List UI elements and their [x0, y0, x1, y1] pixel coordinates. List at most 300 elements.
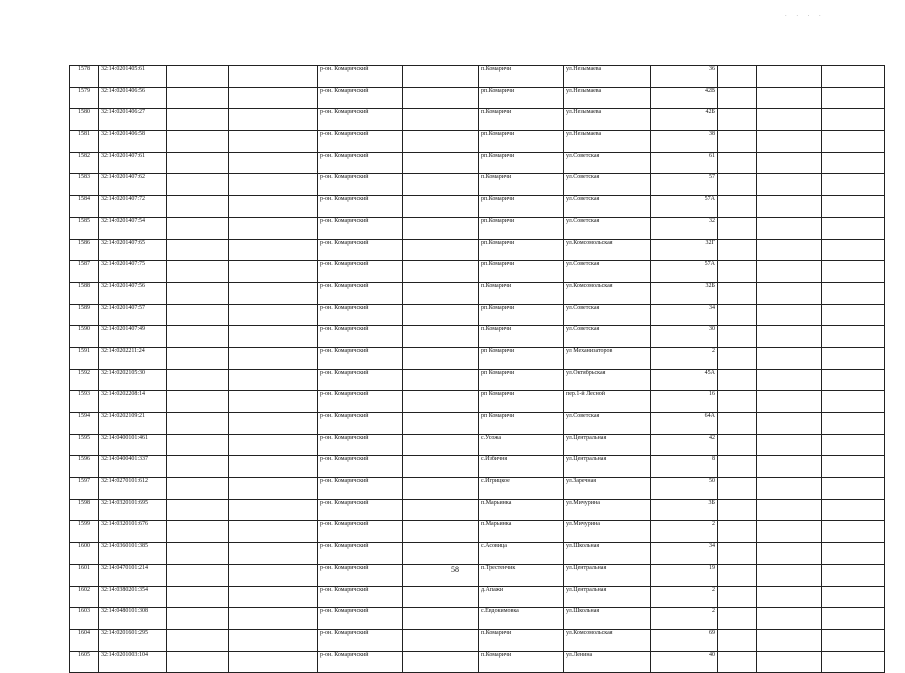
empty-cell	[822, 608, 885, 630]
empty-cell	[403, 282, 479, 304]
empty-cell	[718, 261, 757, 283]
empty-cell	[229, 109, 318, 131]
street-cell: ул.Комсомольская	[564, 282, 651, 304]
district-cell: р-он. Комаричский	[318, 391, 403, 413]
row-number-cell: 1581	[70, 131, 99, 153]
table-row	[70, 196, 885, 218]
empty-cell	[403, 413, 479, 435]
empty-cell	[229, 261, 318, 283]
empty-cell	[167, 608, 229, 630]
row-number-cell: 1589	[70, 304, 99, 326]
cadastral-number-cell: 32:14:0202109:21	[99, 413, 167, 435]
locality-cell: п.Комаричи	[479, 629, 564, 651]
empty-cell	[757, 347, 822, 369]
row-number-cell: 1585	[70, 217, 99, 239]
empty-cell	[718, 369, 757, 391]
house-number-cell: 42В	[651, 87, 718, 109]
locality-cell: д.Апажи	[479, 586, 564, 608]
street-cell: ул.Советская	[564, 152, 651, 174]
street-cell: ул.Мичурина	[564, 521, 651, 543]
empty-cell	[167, 304, 229, 326]
street-cell: ул.Советская	[564, 304, 651, 326]
locality-cell: п.Марьинка	[479, 499, 564, 521]
locality-cell: с.Усожа	[479, 434, 564, 456]
house-number-cell: 36	[651, 66, 718, 88]
empty-cell	[822, 87, 885, 109]
empty-cell	[229, 391, 318, 413]
district-cell: р-он. Комаричский	[318, 87, 403, 109]
empty-cell	[718, 304, 757, 326]
empty-cell	[167, 543, 229, 565]
district-cell: р-он. Комаричский	[318, 196, 403, 218]
empty-cell	[229, 651, 318, 673]
empty-cell	[229, 239, 318, 261]
row-number-cell: 1587	[70, 261, 99, 283]
street-cell: ул.Центральная	[564, 564, 651, 586]
house-number-cell: 2	[651, 586, 718, 608]
empty-cell	[822, 413, 885, 435]
house-number-cell: 42	[651, 434, 718, 456]
street-cell: ул.Незымаева	[564, 109, 651, 131]
district-cell: р-он. Комаричский	[318, 217, 403, 239]
locality-cell: с.Игрицкое	[479, 478, 564, 500]
empty-cell	[167, 586, 229, 608]
empty-cell	[757, 326, 822, 348]
table-row	[70, 239, 885, 261]
district-cell: р-он. Комаричский	[318, 347, 403, 369]
cadastral-number-cell: 32:14:0320101:676	[99, 521, 167, 543]
house-number-cell: 32Г	[651, 239, 718, 261]
district-cell: р-он. Комаричский	[318, 586, 403, 608]
row-number-cell: 1604	[70, 629, 99, 651]
house-number-cell: 2	[651, 608, 718, 630]
empty-cell	[167, 434, 229, 456]
street-cell: ул.Комсомольская	[564, 629, 651, 651]
house-number-cell: 32	[651, 217, 718, 239]
house-number-cell: 34	[651, 304, 718, 326]
house-number-cell: 2	[651, 521, 718, 543]
street-cell: ул.Заречная	[564, 478, 651, 500]
district-cell: р-он. Комаричский	[318, 66, 403, 88]
row-number-cell: 1586	[70, 239, 99, 261]
locality-cell: п.Комаричи	[479, 282, 564, 304]
district-cell: р-он. Комаричский	[318, 152, 403, 174]
empty-cell	[403, 174, 479, 196]
cadastral-number-cell: 32:14:0201406:58	[99, 131, 167, 153]
empty-cell	[822, 478, 885, 500]
street-cell: ул Механизаторов	[564, 347, 651, 369]
empty-cell	[718, 586, 757, 608]
empty-cell	[757, 109, 822, 131]
row-number-cell: 1595	[70, 434, 99, 456]
empty-cell	[403, 131, 479, 153]
table-row	[70, 629, 885, 651]
table-row	[70, 651, 885, 673]
empty-cell	[403, 478, 479, 500]
cadastral-number-cell: 32:14:0480101:308	[99, 608, 167, 630]
empty-cell	[167, 413, 229, 435]
cadastral-number-cell: 32:14:0201406:27	[99, 109, 167, 131]
cadastral-number-cell: 32:14:0380201:354	[99, 586, 167, 608]
locality-cell: рп.Комаричи	[479, 239, 564, 261]
empty-cell	[167, 152, 229, 174]
empty-cell	[757, 196, 822, 218]
street-cell: ул.Незымаева	[564, 131, 651, 153]
empty-cell	[757, 629, 822, 651]
empty-cell	[229, 608, 318, 630]
empty-cell	[757, 456, 822, 478]
cadastral-number-cell: 32:14:0201405:61	[99, 66, 167, 88]
street-cell: ул.Ленина	[564, 651, 651, 673]
locality-cell: рп.Комаричи	[479, 152, 564, 174]
cadastral-number-cell: 32:14:0201407:49	[99, 326, 167, 348]
cadastral-number-cell: 32:14:0470101:214	[99, 564, 167, 586]
table-row	[70, 131, 885, 153]
cadastral-number-cell: 32:14:0201407:65	[99, 239, 167, 261]
district-cell: р-он. Комаричский	[318, 543, 403, 565]
district-cell: р-он. Комаричский	[318, 651, 403, 673]
empty-cell	[403, 369, 479, 391]
empty-cell	[822, 282, 885, 304]
empty-cell	[757, 152, 822, 174]
table-row	[70, 499, 885, 521]
district-cell: р-он. Комаричский	[318, 174, 403, 196]
district-cell: р-он. Комаричский	[318, 434, 403, 456]
house-number-cell: 34	[651, 543, 718, 565]
empty-cell	[718, 543, 757, 565]
empty-cell	[757, 282, 822, 304]
street-cell: ул.Школьная	[564, 543, 651, 565]
empty-cell	[229, 196, 318, 218]
locality-cell: рп Комаричи	[479, 347, 564, 369]
street-cell: ул.Октябрьская	[564, 369, 651, 391]
empty-cell	[757, 564, 822, 586]
empty-cell	[718, 521, 757, 543]
district-cell: р-он. Комаричский	[318, 521, 403, 543]
table-row	[70, 391, 885, 413]
table-row	[70, 434, 885, 456]
district-cell: р-он. Комаричский	[318, 369, 403, 391]
district-cell: р-он. Комаричский	[318, 629, 403, 651]
empty-cell	[718, 608, 757, 630]
empty-cell	[167, 521, 229, 543]
empty-cell	[167, 564, 229, 586]
street-cell: ул.Мичурина	[564, 499, 651, 521]
corner-marks: . . . .	[785, 12, 825, 18]
cadastral-number-cell: 32:14:0201406:56	[99, 87, 167, 109]
table-row	[70, 326, 885, 348]
cadastral-number-cell: 32:14:0201407:54	[99, 217, 167, 239]
table-row	[70, 413, 885, 435]
street-cell: ул.Советская	[564, 217, 651, 239]
house-number-cell: 32Б	[651, 282, 718, 304]
street-cell: ул.Центральная	[564, 456, 651, 478]
locality-cell: рп Комаричи	[479, 413, 564, 435]
empty-cell	[403, 326, 479, 348]
house-number-cell: 57А	[651, 261, 718, 283]
empty-cell	[718, 651, 757, 673]
empty-cell	[718, 239, 757, 261]
empty-cell	[229, 434, 318, 456]
empty-cell	[229, 369, 318, 391]
empty-cell	[757, 543, 822, 565]
table-row	[70, 478, 885, 500]
empty-cell	[757, 87, 822, 109]
street-cell: ул.Советская	[564, 326, 651, 348]
table-row	[70, 261, 885, 283]
street-cell: ул.Школьная	[564, 608, 651, 630]
table-row	[70, 109, 885, 131]
row-number-cell: 1578	[70, 66, 99, 88]
locality-cell: п.Комаричи	[479, 66, 564, 88]
district-cell: р-он. Комаричский	[318, 261, 403, 283]
street-cell: ул.Центральная	[564, 586, 651, 608]
empty-cell	[822, 196, 885, 218]
property-table	[69, 65, 885, 673]
table-row	[70, 608, 885, 630]
district-cell: р-он. Комаричский	[318, 131, 403, 153]
empty-cell	[167, 174, 229, 196]
empty-cell	[718, 217, 757, 239]
table-row	[70, 456, 885, 478]
table-row	[70, 586, 885, 608]
empty-cell	[229, 326, 318, 348]
empty-cell	[822, 564, 885, 586]
table-row	[70, 66, 885, 88]
empty-cell	[718, 413, 757, 435]
empty-cell	[229, 521, 318, 543]
cadastral-number-cell: 32:14:0201407:75	[99, 261, 167, 283]
cadastral-number-cell: 32:14:0270101:612	[99, 478, 167, 500]
house-number-cell: 50	[651, 478, 718, 500]
empty-cell	[757, 369, 822, 391]
empty-cell	[229, 282, 318, 304]
cadastral-number-cell: 32:14:0360101:385	[99, 543, 167, 565]
empty-cell	[822, 543, 885, 565]
empty-cell	[718, 282, 757, 304]
empty-cell	[822, 434, 885, 456]
empty-cell	[403, 347, 479, 369]
empty-cell	[718, 326, 757, 348]
cadastral-number-cell: 32:14:0202105:30	[99, 369, 167, 391]
house-number-cell: 40	[651, 651, 718, 673]
empty-cell	[718, 391, 757, 413]
empty-cell	[822, 152, 885, 174]
table-row	[70, 369, 885, 391]
table-row	[70, 152, 885, 174]
empty-cell	[403, 434, 479, 456]
empty-cell	[718, 66, 757, 88]
page-number: 58	[451, 565, 459, 574]
house-number-cell: 16	[651, 391, 718, 413]
empty-cell	[718, 478, 757, 500]
district-cell: р-он. Комаричский	[318, 456, 403, 478]
cadastral-number-cell: 32:14:0201407:57	[99, 304, 167, 326]
locality-cell: п.Комаричи	[479, 109, 564, 131]
empty-cell	[167, 131, 229, 153]
row-number-cell: 1602	[70, 586, 99, 608]
empty-cell	[822, 521, 885, 543]
locality-cell: п.Комаричи	[479, 174, 564, 196]
house-number-cell: 42Б	[651, 109, 718, 131]
street-cell: пер.1-й Лесной	[564, 391, 651, 413]
empty-cell	[757, 521, 822, 543]
house-number-cell: 64А	[651, 413, 718, 435]
cadastral-number-cell: 32:14:0400101:461	[99, 434, 167, 456]
row-number-cell: 1598	[70, 499, 99, 521]
district-cell: р-он. Комаричский	[318, 413, 403, 435]
empty-cell	[229, 564, 318, 586]
empty-cell	[822, 261, 885, 283]
empty-cell	[167, 109, 229, 131]
empty-cell	[718, 152, 757, 174]
empty-cell	[167, 239, 229, 261]
empty-cell	[403, 456, 479, 478]
row-number-cell: 1601	[70, 564, 99, 586]
empty-cell	[718, 564, 757, 586]
house-number-cell: 69	[651, 629, 718, 651]
empty-cell	[403, 304, 479, 326]
locality-cell: рп.Комаричи	[479, 196, 564, 218]
empty-cell	[757, 174, 822, 196]
empty-cell	[757, 391, 822, 413]
cadastral-number-cell: 32:14:0201601:295	[99, 629, 167, 651]
table-row	[70, 282, 885, 304]
house-number-cell: 8	[651, 456, 718, 478]
empty-cell	[822, 369, 885, 391]
house-number-cell: 3Б	[651, 499, 718, 521]
cadastral-number-cell: 32:14:0202211:24	[99, 347, 167, 369]
locality-cell: рп.Комаричи	[479, 261, 564, 283]
street-cell: ул.Советская	[564, 413, 651, 435]
table-row	[70, 521, 885, 543]
empty-cell	[167, 282, 229, 304]
empty-cell	[822, 239, 885, 261]
empty-cell	[822, 109, 885, 131]
empty-cell	[167, 499, 229, 521]
empty-cell	[229, 347, 318, 369]
empty-cell	[403, 651, 479, 673]
empty-cell	[229, 499, 318, 521]
empty-cell	[403, 152, 479, 174]
street-cell: ул.Советская	[564, 261, 651, 283]
empty-cell	[757, 608, 822, 630]
district-cell: р-он. Комаричский	[318, 499, 403, 521]
cadastral-number-cell: 32:14:0201003:104	[99, 651, 167, 673]
cadastral-number-cell: 32:14:0201407:72	[99, 196, 167, 218]
empty-cell	[822, 217, 885, 239]
empty-cell	[403, 586, 479, 608]
empty-cell	[757, 651, 822, 673]
empty-cell	[757, 413, 822, 435]
empty-cell	[167, 347, 229, 369]
street-cell: ул.Незымаева	[564, 87, 651, 109]
row-number-cell: 1605	[70, 651, 99, 673]
locality-cell: рп.Комаричи	[479, 304, 564, 326]
empty-cell	[718, 87, 757, 109]
row-number-cell: 1579	[70, 87, 99, 109]
locality-cell: с.Асовица	[479, 543, 564, 565]
empty-cell	[403, 629, 479, 651]
empty-cell	[822, 347, 885, 369]
row-number-cell: 1599	[70, 521, 99, 543]
empty-cell	[167, 651, 229, 673]
empty-cell	[822, 586, 885, 608]
empty-cell	[822, 629, 885, 651]
locality-cell: рп.Комаричи	[479, 87, 564, 109]
empty-cell	[822, 66, 885, 88]
locality-cell: п.Трестенчик	[479, 564, 564, 586]
street-cell: ул.Незымаева	[564, 66, 651, 88]
district-cell: р-он. Комаричский	[318, 282, 403, 304]
table-row	[70, 174, 885, 196]
house-number-cell: 2	[651, 347, 718, 369]
empty-cell	[229, 87, 318, 109]
district-cell: р-он. Комаричский	[318, 326, 403, 348]
district-cell: р-он. Комаричский	[318, 304, 403, 326]
empty-cell	[229, 217, 318, 239]
row-number-cell: 1596	[70, 456, 99, 478]
locality-cell: с.Евдокимовка	[479, 608, 564, 630]
table-row	[70, 217, 885, 239]
empty-cell	[822, 131, 885, 153]
house-number-cell: 19	[651, 564, 718, 586]
empty-cell	[403, 499, 479, 521]
empty-cell	[403, 87, 479, 109]
empty-cell	[229, 304, 318, 326]
cadastral-number-cell: 32:14:0202208:14	[99, 391, 167, 413]
district-cell: р-он. Комаричский	[318, 109, 403, 131]
house-number-cell: 45А	[651, 369, 718, 391]
empty-cell	[718, 456, 757, 478]
empty-cell	[718, 109, 757, 131]
empty-cell	[757, 478, 822, 500]
street-cell: ул.Комсомольская	[564, 239, 651, 261]
table-row	[70, 87, 885, 109]
street-cell: ул.Советская	[564, 196, 651, 218]
row-number-cell: 1580	[70, 109, 99, 131]
cadastral-number-cell: 32:14:0201407:61	[99, 152, 167, 174]
empty-cell	[718, 174, 757, 196]
empty-cell	[229, 413, 318, 435]
row-number-cell: 1592	[70, 369, 99, 391]
empty-cell	[757, 586, 822, 608]
empty-cell	[229, 174, 318, 196]
district-cell: р-он. Комаричский	[318, 478, 403, 500]
cadastral-number-cell: 32:14:0320101:695	[99, 499, 167, 521]
table-row	[70, 304, 885, 326]
row-number-cell: 1600	[70, 543, 99, 565]
house-number-cell: 61	[651, 152, 718, 174]
locality-cell: п.Комаричи	[479, 326, 564, 348]
empty-cell	[822, 326, 885, 348]
empty-cell	[167, 456, 229, 478]
empty-cell	[718, 434, 757, 456]
empty-cell	[718, 196, 757, 218]
empty-cell	[718, 131, 757, 153]
house-number-cell: 38	[651, 131, 718, 153]
empty-cell	[718, 347, 757, 369]
row-number-cell: 1584	[70, 196, 99, 218]
empty-cell	[822, 391, 885, 413]
locality-cell: рп Комаричи	[479, 369, 564, 391]
row-number-cell: 1597	[70, 478, 99, 500]
empty-cell	[403, 543, 479, 565]
row-number-cell: 1593	[70, 391, 99, 413]
empty-cell	[403, 608, 479, 630]
empty-cell	[822, 651, 885, 673]
empty-cell	[403, 521, 479, 543]
